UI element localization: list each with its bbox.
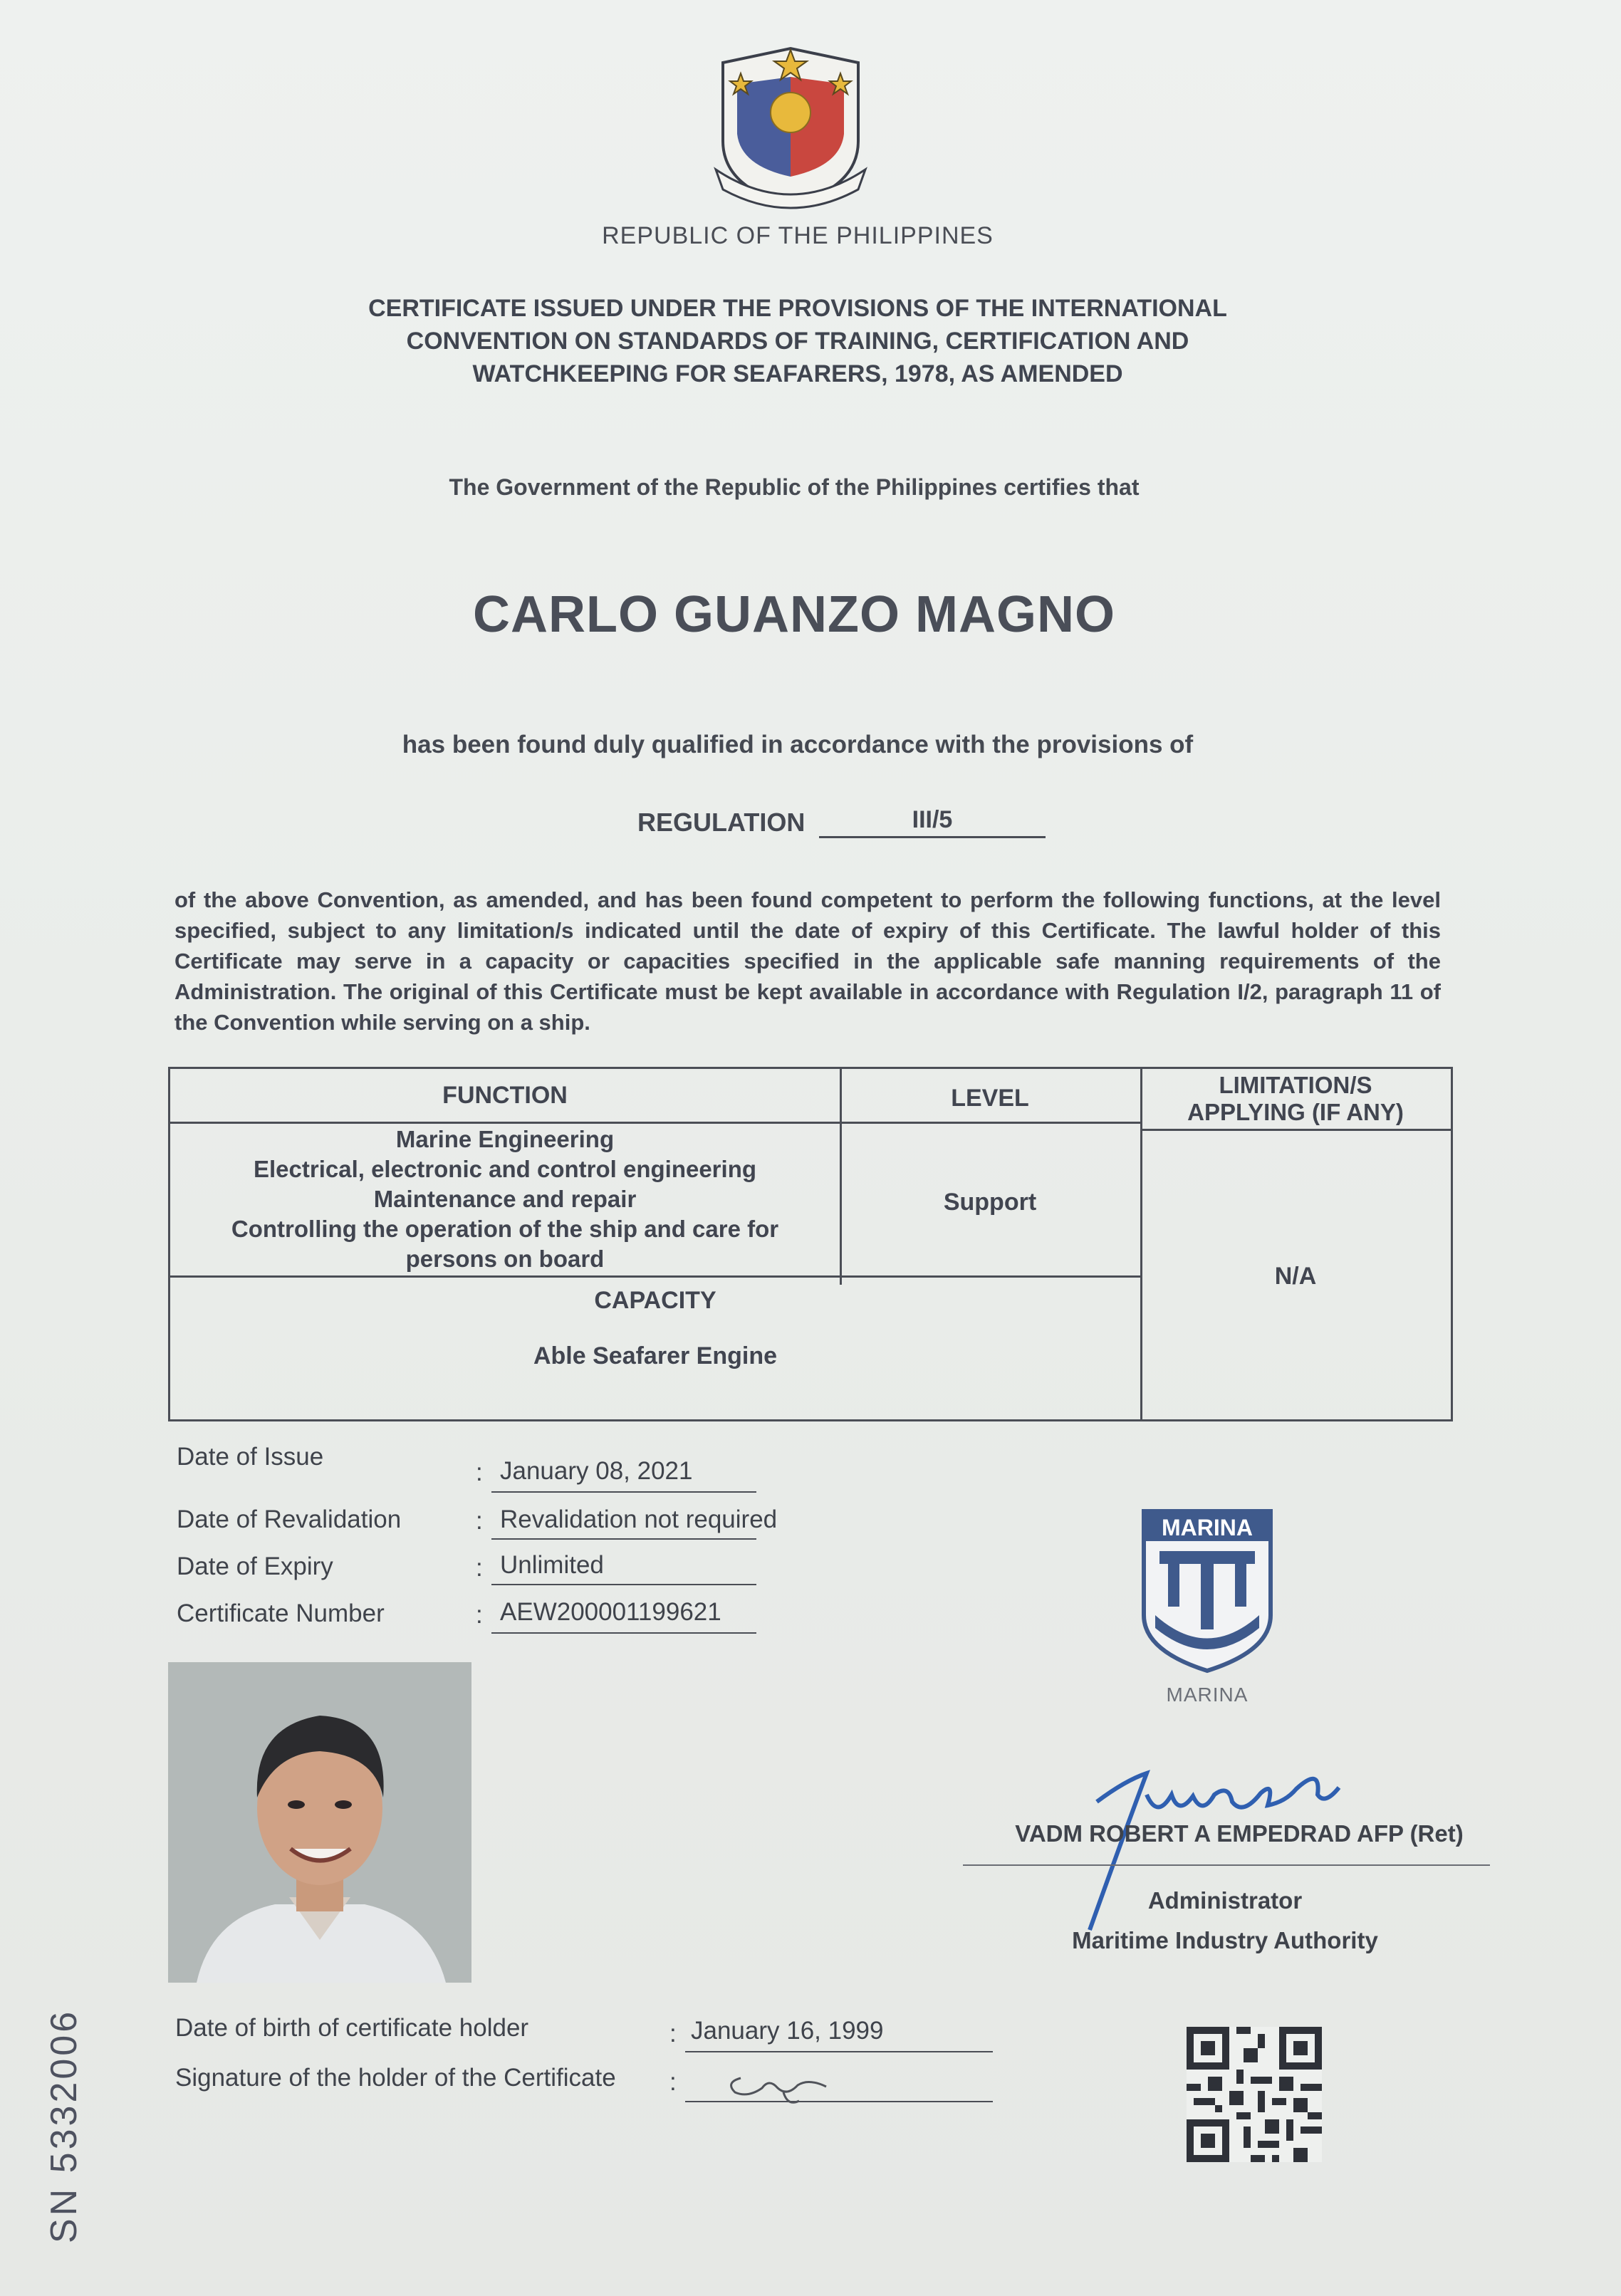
marina-logo-icon — [1140, 1508, 1275, 1674]
field-underline — [491, 1632, 756, 1634]
limitations-header-line: LIMITATION/S — [1219, 1072, 1372, 1098]
function-item: Maintenance and repair — [373, 1186, 637, 1212]
revalidation-value: Revalidation not required — [500, 1506, 778, 1533]
function-item: Electrical, electronic and control engineering — [253, 1156, 757, 1182]
expiry-label: Date of Expiry — [177, 1553, 333, 1580]
field-underline — [685, 2051, 993, 2052]
marina-logo-text: MARINA — [1162, 1515, 1253, 1540]
country-title: REPUBLIC OF THE PHILIPPINES — [602, 222, 994, 249]
certificate-number-value: AEW200001199621 — [500, 1598, 721, 1626]
dob-label: Date of birth of certificate holder — [175, 2014, 529, 2042]
table-divider — [170, 1122, 1140, 1124]
function-item: Controlling the operation of the ship and care for — [231, 1216, 779, 1242]
issue-date-label: Date of Issue — [177, 1443, 324, 1471]
heading-line: CERTIFICATE ISSUED UNDER THE PROVISIONS OF THE INTERNATIONAL — [368, 295, 1227, 322]
revalidation-label: Date of Revalidation — [177, 1506, 402, 1533]
issue-date-value: January 08, 2021 — [500, 1457, 693, 1485]
signatory-title: Administrator — [1147, 1887, 1303, 1914]
heading-line: CONVENTION ON STANDARDS OF TRAINING, CERTIFICATION AND — [406, 328, 1189, 355]
regulation-label: REGULATION — [637, 808, 806, 837]
serial-number: SN 5332006 — [43, 2008, 85, 2243]
signatory-name: VADM ROBERT A EMPEDRAD AFP (Ret) — [1015, 1820, 1464, 1847]
marina-caption: MARINA — [1166, 1684, 1249, 1706]
expiry-value: Unlimited — [500, 1551, 604, 1579]
field-colon: : — [476, 1554, 483, 1582]
dob-value: January 16, 1999 — [691, 2017, 884, 2045]
holder-photo — [168, 1662, 471, 1983]
level-header: LEVEL — [951, 1085, 1029, 1112]
functions-list — [170, 1124, 840, 1274]
field-colon: : — [669, 2020, 677, 2047]
table-divider — [170, 1275, 1140, 1278]
certificate-body-text: of the above Convention, as amended, and has been found competent to perform the following functions, at the level specified, subject to any limitation/s indicated until the date of expiry of this Certificate. The lawful holder of this Certificate may serve in a capacity or capacities specified in the applicable safe manning requirements of the Administration. The original of this Certificate must be kept available in accordance with Regulation I/2, paragraph 11 of the Convention while serving on a ship. — [174, 887, 1441, 1035]
holder-name: CARLO GUANZO MAGNO — [473, 586, 1115, 643]
function-item: Marine Engineering — [395, 1126, 615, 1152]
philippine-seal-icon — [709, 34, 872, 212]
qualified-statement: has been found duly qualified in accordance with the provisions of — [402, 731, 1194, 758]
limitations-header-line: APPLYING (IF ANY) — [1187, 1099, 1404, 1125]
certificate-number-label: Certificate Number — [177, 1600, 385, 1627]
person-portrait-icon — [168, 1662, 471, 1983]
limitations-header — [1140, 1072, 1451, 1126]
table-divider — [1140, 1129, 1451, 1131]
qr-code-icon — [1187, 2025, 1322, 2164]
holder-signature-label: Signature of the holder of the Certificate — [175, 2064, 616, 2092]
field-underline — [491, 1584, 756, 1585]
field-underline — [491, 1538, 756, 1540]
holder-signature-icon — [719, 2057, 840, 2114]
capacity-value: Able Seafarer Engine — [533, 1342, 777, 1369]
limitations-value: N/A — [1274, 1263, 1317, 1290]
function-header: FUNCTION — [442, 1082, 568, 1109]
function-item: persons on board — [405, 1246, 605, 1272]
certificate-heading — [214, 292, 1382, 390]
capacity-header: CAPACITY — [594, 1287, 716, 1314]
field-underline — [491, 1491, 756, 1493]
regulation-value: III/5 — [912, 806, 953, 833]
signature-underline — [963, 1864, 1490, 1866]
field-colon: : — [476, 1507, 483, 1535]
heading-line: WATCHKEEPING FOR SEAFARERS, 1978, AS AMENDED — [472, 360, 1123, 387]
certifies-intro: The Government of the Republic of the Philippines certifies that — [449, 474, 1140, 500]
functions-table — [168, 1067, 1453, 1421]
field-colon: : — [669, 2068, 677, 2096]
field-colon: : — [476, 1601, 483, 1629]
regulation-underline — [819, 836, 1046, 838]
signatory-organization: Maritime Industry Authority — [1072, 1927, 1378, 1953]
level-value: Support — [943, 1189, 1037, 1216]
field-colon: : — [476, 1459, 483, 1486]
